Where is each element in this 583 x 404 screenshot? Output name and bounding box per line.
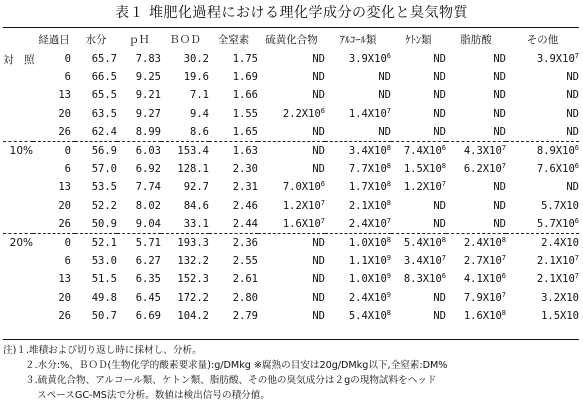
table-cell: ND <box>493 217 506 230</box>
table-cell: ND <box>566 181 579 194</box>
group-label <box>3 288 33 306</box>
table-cell: 153.4 <box>161 141 209 160</box>
table-cell: 128.1 <box>177 163 209 176</box>
table-cell: 0 <box>33 141 75 160</box>
table-cell: $1.5X10^8$ <box>403 162 446 176</box>
table-cell: $2.1X10^8$ <box>348 198 391 212</box>
table-cell: 57.0 <box>91 163 117 176</box>
table-cell: $1.4X10^7$ <box>348 106 391 120</box>
table-cell: 2.44 <box>232 217 258 230</box>
table-cell: $1.0X10^8$ <box>325 233 391 252</box>
table-row <box>3 270 579 288</box>
table-cell: 2.46 <box>232 199 258 212</box>
table-cell: ND <box>433 53 446 66</box>
group-label <box>3 105 33 123</box>
table-cell: 2.31 <box>232 181 258 194</box>
group-label: 対 照 <box>3 53 35 66</box>
group-label <box>3 307 33 325</box>
table-cell: ND <box>433 89 446 102</box>
table-cell: $1.6X10^7$ <box>282 216 325 230</box>
table-cell: ND <box>566 107 579 120</box>
table-cell: ND <box>312 163 325 176</box>
table-cell: ND <box>493 125 506 138</box>
table-cell: 20 <box>58 291 71 304</box>
table-body <box>3 50 579 325</box>
table-cell: 6.92 <box>135 163 161 176</box>
header-cell-group <box>3 28 33 50</box>
table-cell: 9.04 <box>135 217 161 230</box>
table-cell: 52.1 <box>75 233 117 252</box>
header-cell: 水分 <box>85 33 107 46</box>
table-cell: 53.5 <box>91 181 117 194</box>
table-cell: 92.7 <box>183 181 209 194</box>
header-cell: ｹﾄﾝ類 <box>405 33 432 46</box>
table-cell: ND <box>312 125 325 138</box>
table-cell: 1.69 <box>232 71 258 84</box>
table-row <box>3 197 579 215</box>
table-cell: ND <box>433 291 446 304</box>
table-cell: 8.6 <box>190 125 209 138</box>
table-row <box>3 50 579 68</box>
table-cell: $5.4X10^8$ <box>391 233 446 252</box>
header-cell: ｱﾙｺｰﾙ類 <box>339 33 377 46</box>
bottom-rule <box>3 339 579 340</box>
header-cell: 脂肪酸 <box>460 33 492 46</box>
table-cell: ND <box>378 89 391 102</box>
table-cell: 66.5 <box>91 71 117 84</box>
note-line: 注)１.堆積および切り返し時に採材し、分析。 <box>3 345 202 356</box>
table-cell: 193.3 <box>161 233 209 252</box>
group-label: 10% <box>3 141 33 160</box>
table-cell: ND <box>312 291 325 304</box>
header-cell: 経過日 <box>38 33 70 46</box>
table-cell: ND <box>566 89 579 102</box>
table-cell: 6 <box>64 71 71 84</box>
table-cell: ND <box>258 141 325 160</box>
group-label <box>3 178 33 196</box>
table-cell: 0 <box>33 233 75 252</box>
table-row <box>3 141 579 160</box>
table-cell: 49.8 <box>91 291 117 304</box>
table-row <box>3 288 579 306</box>
header-cell: 硫黄化合物 <box>265 33 318 46</box>
table-cell: ND <box>493 89 506 102</box>
table-cell: 0 <box>64 53 71 66</box>
table-cell: 2.55 <box>232 255 258 268</box>
table-cell: 1.65 <box>232 125 258 138</box>
table-cell: $8.3X10^6$ <box>403 272 446 286</box>
group-label <box>3 123 33 142</box>
table-cell: ND <box>493 107 506 120</box>
table-row <box>3 68 579 86</box>
table-cell: $3.4X10^7$ <box>403 254 446 268</box>
table-cell: 6 <box>64 163 71 176</box>
table-cell: $2.4X10^9$ <box>348 290 391 304</box>
table-cell: 132.2 <box>177 255 209 268</box>
table-cell: $2.2X10^6$ <box>282 106 325 120</box>
table-cell: 20 <box>58 107 71 120</box>
table-cell: 7.74 <box>135 181 161 194</box>
table-cell: $7.6X10^6$ <box>536 162 579 176</box>
table-cell: ND <box>493 53 506 66</box>
table-cell: ND <box>312 273 325 286</box>
table-cell: 62.4 <box>91 125 117 138</box>
table-cell: 8.02 <box>135 199 161 212</box>
table-cell: 52.2 <box>91 199 117 212</box>
table-cell: 5.71 <box>117 233 161 252</box>
table-cell: 63.5 <box>91 107 117 120</box>
table-cell: 7.1 <box>190 89 209 102</box>
table-cell: 6.27 <box>135 255 161 268</box>
table-cell: 3.2X10 <box>541 291 579 304</box>
table-cell: 26 <box>58 309 71 322</box>
table-cell: $2.4X10^7$ <box>348 216 391 230</box>
table-cell: $4.3X10^7$ <box>446 141 506 160</box>
table-title: 表１ 堆肥化過程における理化学成分の変化と臭気物質 <box>115 5 468 21</box>
table-cell: 8.99 <box>135 125 161 138</box>
table-cell: $2.1X10^7$ <box>536 254 579 268</box>
table-cell: 152.3 <box>177 273 209 286</box>
table-cell: $1.2X10^7$ <box>403 180 446 194</box>
table-cell: ND <box>433 71 446 84</box>
table-row <box>3 86 579 104</box>
table-cell: ND <box>312 309 325 322</box>
table-cell: ND <box>378 71 391 84</box>
table-cell: $7.4X10^6$ <box>391 141 446 160</box>
table-cell: 19.6 <box>183 71 209 84</box>
table-cell: ND <box>433 309 446 322</box>
table-cell: 6.45 <box>135 291 161 304</box>
table-cell: $5.4X10^8$ <box>348 308 391 322</box>
table-cell: ND <box>433 107 446 120</box>
table-cell: $6.2X10^7$ <box>463 162 506 176</box>
data-table <box>3 28 579 325</box>
group-label <box>3 86 33 104</box>
table-cell: 5.7X10 <box>541 199 579 212</box>
table-cell: $3.9X10^6$ <box>348 52 391 66</box>
table-cell: ND <box>566 71 579 84</box>
table-cell: 7.83 <box>135 53 161 66</box>
group-label <box>3 270 33 288</box>
table-cell: 26 <box>58 125 71 138</box>
table-row <box>3 307 579 325</box>
note-line: ２.水分:%、ＢＯＤ(生物化学的酸素要求量):g/DMkg ※腐熟の目安は20g/DMkg以下,全窒素:DM% <box>25 360 448 371</box>
table-cell: 13 <box>58 89 71 102</box>
table-cell: $8.9X10^6$ <box>506 141 579 160</box>
header-cell: その他 <box>526 33 559 46</box>
table-cell: 2.61 <box>232 273 258 286</box>
table-cell: ND <box>493 181 506 194</box>
header-cell: 全窒素 <box>217 33 250 46</box>
header-row <box>3 28 579 50</box>
table-cell: 2.36 <box>209 233 258 252</box>
table-cell: $2.7X10^7$ <box>463 254 506 268</box>
table-cell: 1.66 <box>232 89 258 102</box>
table-cell: 1.5X10 <box>541 309 579 322</box>
table-cell: $5.7X10^6$ <box>536 216 579 230</box>
note-line: スペースGC-MS法で分析。数値は検出信号の積分値。 <box>37 390 270 401</box>
table-cell: 1.63 <box>209 141 258 160</box>
table-cell: 84.6 <box>183 199 209 212</box>
table-cell: 33.1 <box>183 217 209 230</box>
table-row <box>3 215 579 234</box>
group-label <box>3 160 33 178</box>
table-cell: 56.9 <box>75 141 117 160</box>
table-cell: ND <box>493 71 506 84</box>
table-cell: $2.4X10^8$ <box>446 233 506 252</box>
table-cell: 2.80 <box>232 291 258 304</box>
table-cell: ND <box>433 217 446 230</box>
table-cell: $1.6X10^8$ <box>463 308 506 322</box>
table-cell: $7.7X10^8$ <box>348 162 391 176</box>
group-label: 20% <box>3 233 33 252</box>
table-cell: 50.7 <box>91 309 117 322</box>
table-cell: $3.9X10^7$ <box>536 52 579 66</box>
table-cell: $7.9X10^7$ <box>463 290 506 304</box>
notes <box>3 343 581 403</box>
table-cell: 13 <box>58 273 71 286</box>
table-cell: 6.03 <box>117 141 161 160</box>
group-label <box>3 252 33 270</box>
table-cell: 172.2 <box>177 291 209 304</box>
header-cell: ｐＨ <box>128 33 150 46</box>
table-cell: $1.2X10^7$ <box>282 198 325 212</box>
table-cell: 1.75 <box>232 53 258 66</box>
table-cell: 13 <box>58 181 71 194</box>
note-line: ３.硫黄化合物、アルコール類、ケトン類、脂肪酸、その他の臭気成分は２gの現物試料をヘッド <box>25 375 437 386</box>
table-cell: 50.9 <box>91 217 117 230</box>
table-cell: 2.30 <box>232 163 258 176</box>
table-cell: 2.79 <box>232 309 258 322</box>
table-cell: 9.21 <box>135 89 161 102</box>
table-cell: 26 <box>58 217 71 230</box>
group-label <box>3 215 33 234</box>
header-cell: ＢＯＤ <box>169 33 201 46</box>
table-cell: ND <box>312 255 325 268</box>
table-row <box>3 178 579 196</box>
table-cell: $4.1X10^6$ <box>463 272 506 286</box>
table-cell: 6.35 <box>135 273 161 286</box>
table-cell: $2.1X10^7$ <box>536 272 579 286</box>
table-row <box>3 105 579 123</box>
table-cell: ND <box>378 125 391 138</box>
table-cell: ND <box>312 71 325 84</box>
table-row <box>3 252 579 270</box>
table-cell: 9.4 <box>190 107 209 120</box>
table-cell: 104.2 <box>177 309 209 322</box>
table-cell: $1.1X10^9$ <box>348 254 391 268</box>
table-cell: 65.5 <box>91 89 117 102</box>
table-cell: $1.7X10^8$ <box>348 180 391 194</box>
table-cell: 53.0 <box>91 255 117 268</box>
table-cell: ND <box>433 125 446 138</box>
table-cell: 20 <box>58 199 71 212</box>
table-row <box>3 233 579 252</box>
table-cell: $3.4X10^8$ <box>325 141 391 160</box>
table-cell: ND <box>566 125 579 138</box>
table-cell: ND <box>493 199 506 212</box>
table-cell: 30.2 <box>183 53 209 66</box>
table-cell: ND <box>312 89 325 102</box>
table-cell: 1.55 <box>232 107 258 120</box>
table-cell: $7.0X10^6$ <box>282 180 325 194</box>
table-cell: 6.69 <box>135 309 161 322</box>
table-row <box>3 123 579 142</box>
table-cell: 2.4X10 <box>506 233 579 252</box>
table-cell: ND <box>312 53 325 66</box>
table-cell: $1.0X10^9$ <box>348 272 391 286</box>
table-cell: 51.5 <box>91 273 117 286</box>
table-row <box>3 160 579 178</box>
table-cell: 9.27 <box>135 107 161 120</box>
table-cell: 6 <box>64 255 71 268</box>
table-cell: 9.25 <box>135 71 161 84</box>
table-cell: ND <box>258 233 325 252</box>
group-label <box>3 68 33 86</box>
table-cell: ND <box>433 199 446 212</box>
table-cell: 65.7 <box>91 53 117 66</box>
group-label <box>3 197 33 215</box>
